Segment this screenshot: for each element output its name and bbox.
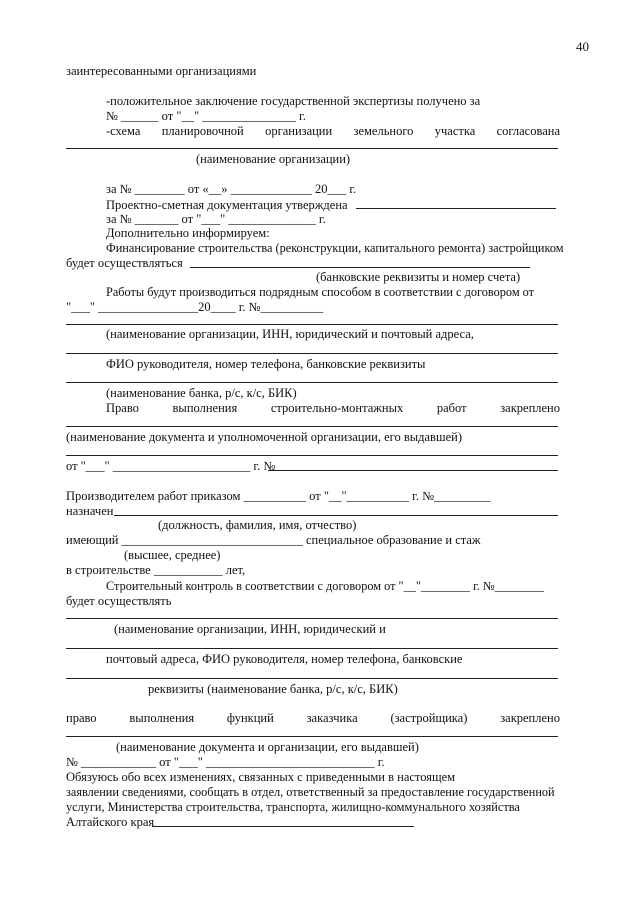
word: планировочной [161,124,244,138]
caption-right-document: (наименование документа и уполномоченной организации, его выдавшей) [66,430,462,444]
caption-organization-name: (наименование организации) [196,152,351,166]
word: закреплено [500,401,560,415]
text-appointed: назначен [66,504,114,518]
word: право [66,711,97,725]
text-works-contract: Работы будут производиться подрядным способом в соответствии с договором от [106,285,535,299]
field-right-document-2[interactable] [66,455,558,456]
caption-bank-details: (банковские реквизиты и номер счета) [316,270,521,284]
text-experience: в строительстве ___________ лет, [66,563,246,577]
field-contractor-head[interactable] [66,353,558,354]
caption-control-head: почтовый адреса, ФИО руководителя, номер телефона, банковские [106,652,463,666]
text-customer-number: № ____________ от "___" ___________________________ г. [66,755,385,769]
text-will-be-carried: будет осуществляться [66,256,183,270]
text-estimate-number: за № _______ от "___" ______________ г. [106,212,326,226]
word: Право [106,401,139,415]
field-control-org[interactable] [66,618,558,619]
word: земельного [353,124,414,138]
word: участка [434,124,476,138]
word: функций [226,711,274,725]
text-right-date: от "___" ______________________ г. № [66,459,276,473]
caption-education: (высшее, среднее) [124,548,221,562]
field-control-head[interactable] [66,648,558,649]
text-contract-date: "___" ________________20____ г. №__________ [66,300,324,314]
text-obligation: Обязуюсь обо всех изменениях, связанных с приведенными в настоящем [66,770,456,784]
field-signature[interactable] [152,826,414,827]
text-additional-info: Дополнительно информируем: [106,226,270,240]
text-financing: Финансирование строительства (реконструкции, капитального ремонта) застройщиком [106,241,564,255]
caption-contractor-org: (наименование организации, ИНН, юридический и почтовый адреса, [106,327,474,341]
field-control-bank[interactable] [66,678,558,679]
text-inform-department: заявлении сведениями, сообщать в отдел, ответственный за предоставление государственной [66,785,555,799]
text-ministry: услуги, Министерства строительства, транспорта, жилищно-коммунального хозяйства [66,800,520,814]
text-customer-right [66,711,560,725]
field-bank-details[interactable] [190,267,530,268]
word: организации [265,124,333,138]
text-works-manager-order: Производителем работ приказом __________ от "__"__________ г. №_________ [66,489,491,503]
text-construction-right [106,401,560,415]
caption-contractor-head: ФИО руководителя, номер телефона, банковские реквизиты [106,357,426,371]
text-interested-organizations: заинтересованными организациями [66,64,257,78]
field-manager-name[interactable] [114,515,558,516]
field-contractor-org[interactable] [66,324,558,325]
text-altai-region: Алтайского края [66,815,155,829]
word: -схема [106,124,141,138]
caption-control-org: (наименование организации, ИНН, юридический и [114,622,386,636]
word: заказчика [306,711,358,725]
field-organization-name[interactable] [66,148,558,149]
text-expertise-conclusion: -положительное заключение государственной экспертизы получено за [106,94,481,108]
text-education: имеющий _____________________________ специальное образование и стаж [66,533,481,547]
caption-control-bank: реквизиты (наименование банка, р/с, к/с, БИК) [148,682,398,696]
word: строительно-монтажных [270,401,404,415]
word: согласована [496,124,560,138]
text-scheme-number: за № ________ от «__» _____________ 20___ г. [106,182,357,196]
text-construction-control: Строительный контроль в соответствии с договором от "__"________ г. №________ [106,579,544,593]
page-number: 40 [576,39,589,54]
word: выполнения [172,401,238,415]
text-planning-scheme [106,124,560,138]
word: выполнения [129,711,195,725]
text-expertise-number: № ______ от "__" _______________ г. [106,109,306,123]
word: работ [436,401,467,415]
field-right-document[interactable] [66,426,558,427]
field-right-number[interactable] [268,470,558,471]
caption-customer-document: (наименование документа и организации, его выдавшей) [116,740,419,754]
caption-contractor-bank: (наименование банка, р/с, к/с, БИК) [106,386,297,400]
word: (застройщика) [390,711,468,725]
field-estimate-approved[interactable] [356,208,556,209]
text-estimate-docs: Проектно-сметная документация утверждена [106,198,348,212]
field-contractor-bank[interactable] [66,382,558,383]
word: закреплено [500,711,560,725]
field-customer-document[interactable] [66,736,558,737]
caption-manager-name: (должность, фамилия, имя, отчество) [158,518,357,532]
text-will-carry: будет осуществлять [66,594,172,608]
